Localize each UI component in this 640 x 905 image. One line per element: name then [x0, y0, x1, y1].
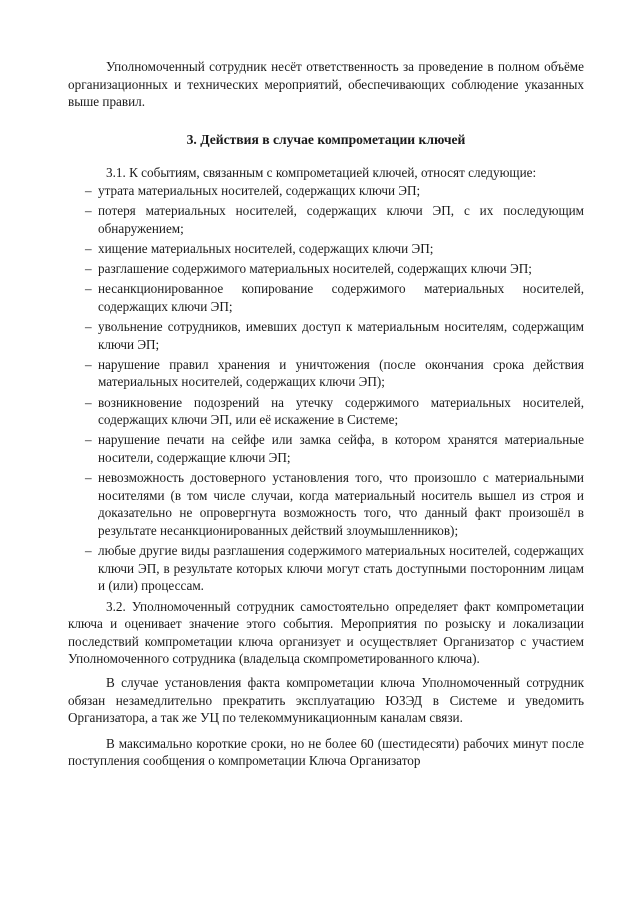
- dash-marker: –: [85, 470, 92, 486]
- dash-marker: –: [85, 182, 92, 198]
- list-item: [68, 240, 584, 258]
- list-item: [68, 182, 584, 200]
- list-item-text: любые другие виды разглашения содержимого материальных носителей, содержащих ключи ЭП, в результате которых ключи могут стать доступными посторонним лицам и (или) процессам.: [98, 543, 584, 594]
- dash-marker: –: [85, 240, 92, 256]
- clause-3-2: 3.2. Уполномоченный сотрудник самостоятельно определяет факт компрометации ключа и оценивает значение этого события. Мероприятия по розыску и локализации последствий компрометации ключа организует и осуществляет Организатор с участием Уполномоченного сотрудника (владельца скомпрометированного ключа).: [68, 598, 584, 667]
- document-page: [68, 58, 584, 770]
- list-item-text: потеря материальных носителей, содержащих ключи ЭП, с их последующим обнаружением;: [98, 203, 584, 236]
- dash-marker: –: [85, 543, 92, 559]
- list-item-text: утрата материальных носителей, содержащих ключи ЭП;: [98, 182, 421, 198]
- dash-marker: –: [85, 319, 92, 335]
- list-item: [68, 202, 584, 237]
- dash-marker: –: [85, 394, 92, 410]
- list-item-text: разглашение содержимого материальных носителей, содержащих ключи ЭП;: [98, 261, 532, 277]
- compromise-events-list: [68, 182, 584, 595]
- list-item: [68, 394, 584, 429]
- list-item-text: нарушение печати на сейфе или замка сейфа, в котором хранятся материальные носители, содержащие ключи ЭП;: [98, 432, 584, 466]
- list-item: [68, 318, 584, 353]
- list-item-text: невозможность достоверного установления того, что произошло с материальными носителями (в том числе случаи, когда материальный носитель вышел из строя и доказательно не опровергнута возможность того, что данный факт произошёл в результате несанкционированных действий злоумышленников);: [98, 470, 584, 538]
- section-heading: 3. Действия в случае компрометации ключей: [186, 131, 466, 147]
- list-item-text: хищение материальных носителей, содержащих ключи ЭП;: [98, 240, 434, 256]
- dash-marker: –: [85, 261, 92, 277]
- dash-marker: –: [85, 356, 92, 372]
- intro-paragraph: Уполномоченный сотрудник несёт ответственность за проведение в полном объёме организационных и технических мероприятий, обеспечивающих соблюдение указанных выше правил.: [68, 59, 584, 110]
- list-item: [68, 260, 584, 278]
- list-item-text: увольнение сотрудников, имевших доступ к материальным носителям, содержащим ключи ЭП;: [98, 319, 584, 352]
- list-item: [68, 280, 584, 315]
- list-item-text: нарушение правил хранения и уничтожения (после окончания срока действия материальных носителей, содержащих ключи ЭП);: [98, 356, 584, 390]
- list-item-text: возникновение подозрений на утечку содержимого материальных носителей, содержащих ключи ЭП, или её искажение в Системе;: [98, 394, 584, 428]
- dash-marker: –: [85, 281, 92, 297]
- dash-marker: –: [85, 203, 92, 219]
- list-item: [68, 542, 584, 595]
- list-item-text: несанкционированное копирование содержимого материальных носителей, содержащих ключи ЭП;: [98, 281, 584, 314]
- deadline-paragraph: В максимально короткие сроки, но не более 60 (шестидесяти) рабочих минут после поступления сообщения о компрометации Ключа Организатор: [68, 735, 584, 769]
- compromise-established-paragraph: В случае установления факта компрометации ключа Уполномоченный сотрудник обязан незамедлительно прекратить эксплуатацию ЮЗЭД в Системе и уведомить Организатора, а так же УЦ по телекоммуникационным каналам связи.: [68, 674, 584, 726]
- clause-3-1-lead: 3.1. К событиям, связанным с компрометацией ключей, относят следующие:: [106, 165, 537, 181]
- list-item: [68, 469, 584, 539]
- list-item: [68, 356, 584, 391]
- dash-marker: –: [85, 432, 92, 448]
- list-item: [68, 431, 584, 466]
